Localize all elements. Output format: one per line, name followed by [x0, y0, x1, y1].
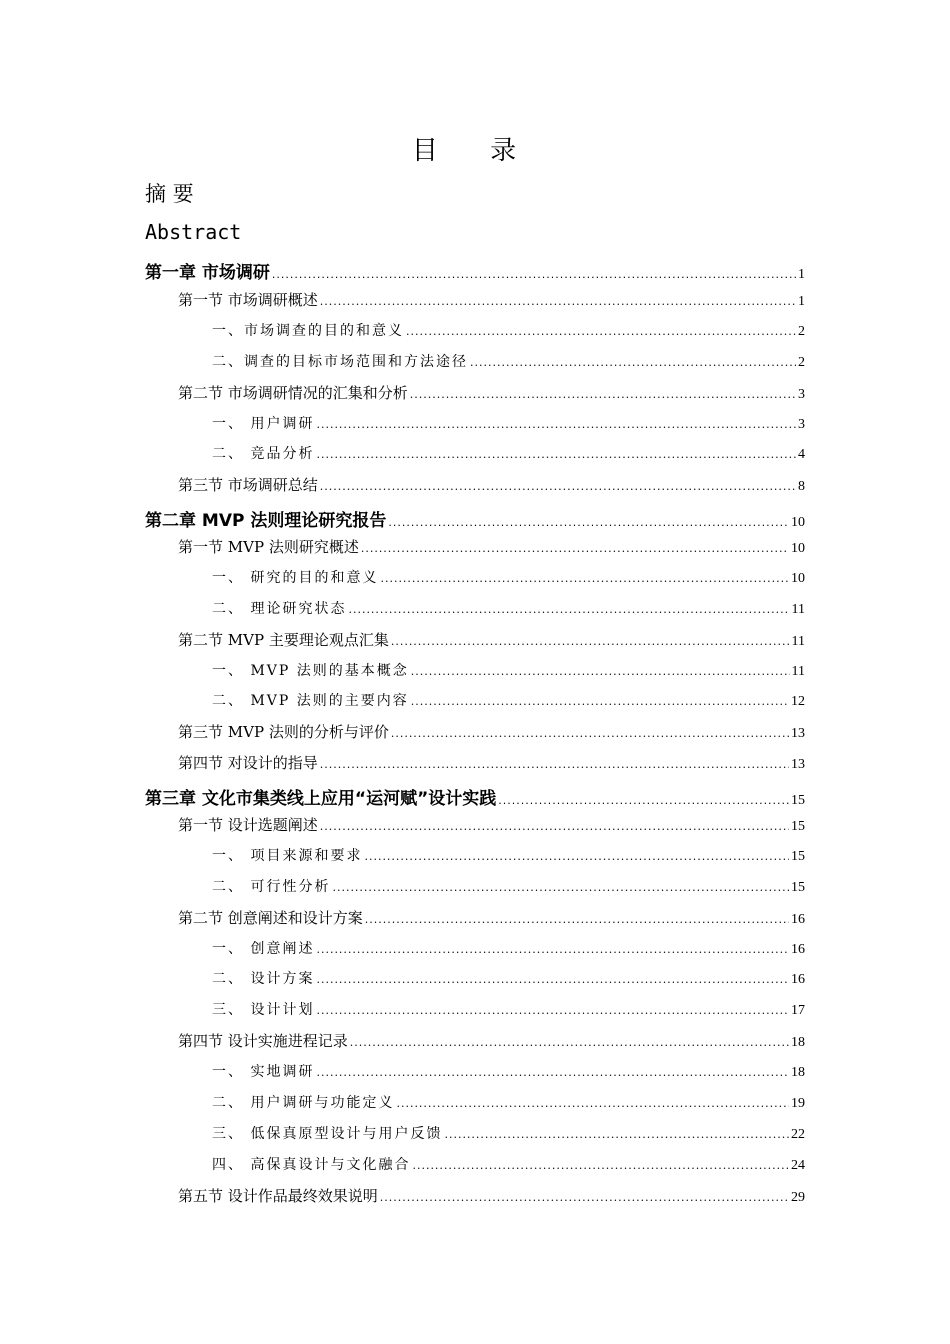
toc-entry-level-3[interactable] [212, 1092, 805, 1112]
toc-leader-dots [320, 480, 796, 493]
toc-entry-level-2[interactable] [178, 289, 805, 310]
toc-page-number: 3 [798, 387, 805, 402]
toc-leader-dots [391, 635, 790, 648]
toc-entry-title: 第一章 市场调研 [145, 263, 270, 283]
toc-page-number: 11 [791, 634, 805, 649]
toc-leader-dots [320, 758, 789, 771]
toc-leader-dots [498, 794, 789, 807]
toc-entry-title: 二、 竞品分析 [212, 446, 315, 462]
toc-page-number: 11 [791, 602, 805, 617]
toc-page-number: 24 [791, 1158, 805, 1173]
toc-leader-dots [272, 268, 796, 281]
toc-page-number: 17 [791, 1003, 805, 1018]
toc-entry-title: 二、调查的目标市场范围和方法途径 [212, 354, 468, 370]
toc-page-number: 2 [798, 324, 805, 339]
toc-entry-level-3[interactable] [212, 1154, 805, 1174]
toc-leader-dots [332, 881, 789, 894]
toc-page-number: 19 [791, 1096, 805, 1111]
toc-entry-level-2[interactable] [178, 1030, 805, 1051]
toc-entry-title: 第一节 市场调研概述 [178, 291, 318, 309]
toc-entry-level-1[interactable] [145, 784, 805, 809]
toc-entry-title: 第三章 文化市集类线上应用“运河赋”设计实践 [145, 789, 497, 809]
toc-entry-title: 第二节 创意阐述和设计方案 [178, 909, 363, 927]
toc-entry-title: 一、 MVP 法则的基本概念 [212, 663, 409, 679]
toc-entry-level-3[interactable] [212, 660, 805, 680]
toc-leader-dots [411, 665, 790, 678]
toc-page-number: 29 [791, 1190, 805, 1205]
toc-page-number: 18 [791, 1035, 805, 1050]
toc-entry-level-3[interactable] [212, 690, 805, 710]
toc-page-number: 15 [791, 819, 805, 834]
toc-entry-level-3[interactable] [212, 567, 805, 587]
toc-entry-level-3[interactable] [212, 1061, 805, 1081]
toc-entry-level-2[interactable] [178, 536, 805, 557]
toc-leader-dots [320, 820, 789, 833]
toc-entry-title: 二、 设计方案 [212, 971, 315, 987]
toc-leader-dots [444, 1128, 789, 1141]
toc-entry-level-2[interactable] [178, 814, 805, 835]
toc-entry-level-3[interactable] [212, 598, 805, 618]
toc-page-number: 15 [791, 849, 805, 864]
toc-entry-level-2[interactable] [178, 907, 805, 928]
toc-entry-level-3[interactable] [212, 999, 805, 1019]
toc-entry-title: 第三节 市场调研总结 [178, 476, 318, 494]
toc-entry-title: 一、 创意阐述 [212, 941, 315, 957]
toc-page-number: 16 [791, 972, 805, 987]
toc-page-number: 10 [791, 515, 805, 530]
toc-entry-level-3[interactable] [212, 938, 805, 958]
toc-leader-dots [348, 603, 789, 616]
toc-entry-title: 三、 低保真原型设计与用户反馈 [212, 1126, 443, 1142]
toc-leader-dots [320, 295, 796, 308]
toc-page-number: 16 [791, 912, 805, 927]
toc-entry-level-3[interactable] [212, 443, 805, 463]
toc-entry-title: 一、 项目来源和要求 [212, 848, 363, 864]
toc-leader-dots [411, 695, 789, 708]
toc-entry-title: 第三节 MVP 法则的分析与评价 [178, 723, 389, 741]
toc-entry-level-3[interactable] [212, 320, 805, 340]
toc-entry-title: 第一节 MVP 法则研究概述 [178, 538, 359, 556]
toc-entry-title: 一、市场调查的目的和意义 [212, 323, 404, 339]
toc-entry-level-1[interactable] [145, 258, 805, 283]
toc-page-number: 4 [798, 447, 805, 462]
toc-entry-title: 一、 研究的目的和意义 [212, 570, 379, 586]
toc-entry-title: 二、 可行性分析 [212, 879, 331, 895]
toc-entry-level-2[interactable] [178, 721, 805, 742]
toc-page-number: 13 [791, 726, 805, 741]
toc-entry-level-2[interactable] [178, 629, 805, 650]
toc-page-number: 1 [798, 294, 805, 309]
toc-entry-title: 第一节 设计选题阐述 [178, 816, 318, 834]
toc-page-number: 15 [791, 793, 805, 808]
toc-leader-dots [350, 1036, 789, 1049]
toc-leader-dots [406, 325, 796, 338]
toc-leader-dots [316, 448, 796, 461]
toc-entry-level-3[interactable] [212, 845, 805, 865]
toc-entry-level-3[interactable] [212, 351, 805, 371]
toc-leader-dots [391, 727, 789, 740]
toc-entry-level-2[interactable] [178, 1185, 805, 1206]
toc-page-number: 15 [791, 880, 805, 895]
toc-entry-level-3[interactable] [212, 413, 805, 433]
toc-page-number: 16 [791, 942, 805, 957]
toc-leader-dots [316, 1004, 789, 1017]
toc-leader-dots [365, 913, 789, 926]
toc-leader-dots [316, 973, 789, 986]
toc-page-number: 13 [791, 757, 805, 772]
toc-page-number: 11 [791, 664, 805, 679]
toc-page-number: 10 [791, 571, 805, 586]
toc-entry-title: 第五节 设计作品最终效果说明 [178, 1187, 378, 1205]
toc-page-number: 12 [791, 694, 805, 709]
toc-entry-title: 第四节 设计实施进程记录 [178, 1032, 348, 1050]
toc-entry-title: 第二节 市场调研情况的汇集和分析 [178, 384, 408, 402]
toc-page-number: 22 [791, 1127, 805, 1142]
toc-leader-dots [470, 356, 796, 369]
toc-entry-title: 第四节 对设计的指导 [178, 754, 318, 772]
toc-leader-dots [396, 1097, 789, 1110]
toc-page-number: 10 [791, 541, 805, 556]
toc-entry-level-2[interactable] [178, 752, 805, 773]
toc-entry-level-3[interactable] [212, 1123, 805, 1143]
toc-entry-level-2[interactable] [178, 382, 805, 403]
toc-leader-dots [364, 850, 789, 863]
toc-leader-dots [316, 943, 789, 956]
page-title: 目 录 [411, 136, 539, 166]
toc-leader-dots [410, 388, 796, 401]
toc-leader-dots [412, 1159, 789, 1172]
toc-entry-title: 一、 实地调研 [212, 1064, 315, 1080]
toc-leader-dots [316, 418, 796, 431]
toc-entry-title: 二、 理论研究状态 [212, 601, 347, 617]
toc-page-number: 18 [791, 1065, 805, 1080]
toc-leader-dots [361, 542, 789, 555]
toc-entry-title: 二、 MVP 法则的主要内容 [212, 693, 409, 709]
toc-leader-dots [380, 572, 789, 585]
toc-entry-level-2[interactable] [178, 474, 805, 495]
toc-entry-title: 二、 用户调研与功能定义 [212, 1095, 395, 1111]
toc-entry-title: 三、 设计计划 [212, 1002, 315, 1018]
toc-entry-title: 第二节 MVP 主要理论观点汇集 [178, 631, 389, 649]
toc-page-number: 8 [798, 479, 805, 494]
toc-entry-title: 四、 高保真设计与文化融合 [212, 1157, 411, 1173]
toc-page-number: 2 [798, 355, 805, 370]
toc-entry-title: 第二章 MVP 法则理论研究报告 [145, 511, 387, 531]
toc-leader-dots [380, 1191, 789, 1204]
toc-entry-level-1[interactable] [145, 506, 805, 531]
abstract-cn-heading: 摘 要 [145, 182, 194, 206]
toc-entry-title: 一、 用户调研 [212, 416, 315, 432]
toc-leader-dots [316, 1066, 789, 1079]
toc-entry-level-3[interactable] [212, 876, 805, 896]
abstract-en-heading: Abstract [145, 220, 242, 244]
toc-entry-level-3[interactable] [212, 968, 805, 988]
toc-page-number: 1 [798, 267, 805, 282]
toc-page-number: 3 [798, 417, 805, 432]
toc-leader-dots [388, 516, 789, 529]
